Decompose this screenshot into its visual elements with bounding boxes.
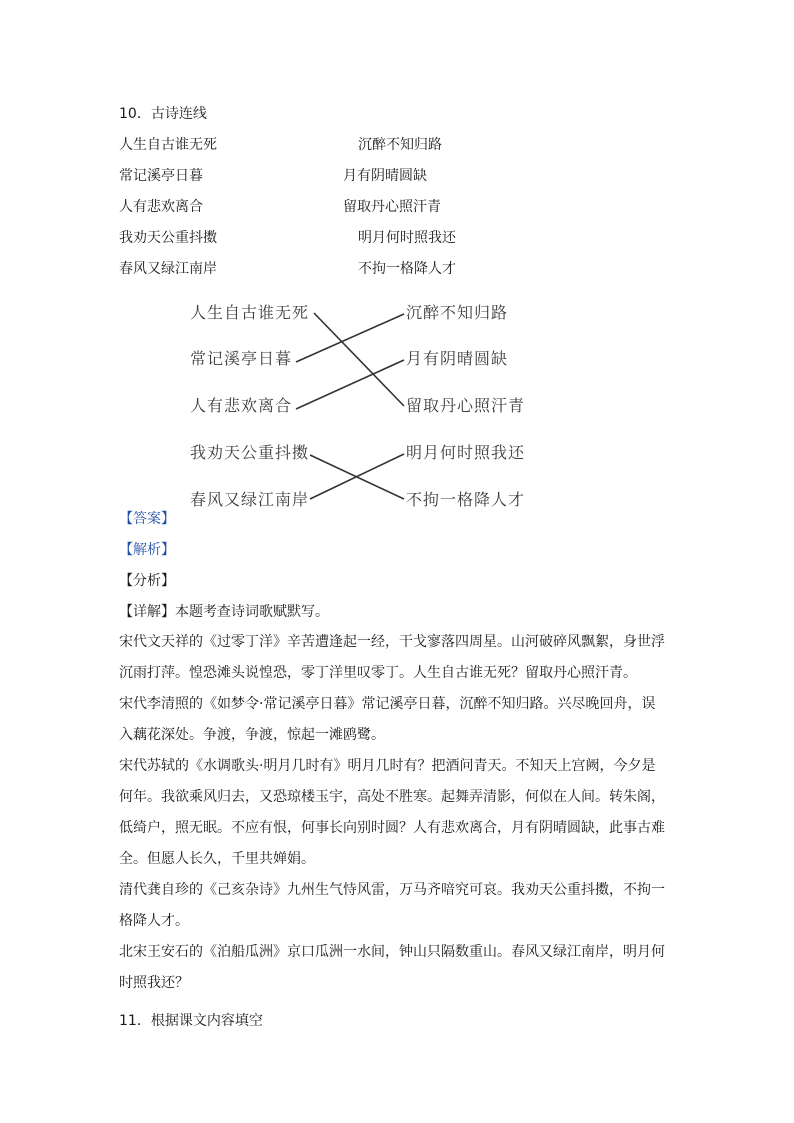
match-right-item: 沉醉不知归路 — [358, 137, 442, 153]
match-left-item: 人生自古谁无死 — [119, 137, 217, 153]
match-left-item: 人有悲欢离合 — [119, 199, 203, 215]
match-right-item: 明月何时照我还 — [358, 230, 456, 246]
diagram-right-item: 月有阴晴圆缺 — [406, 349, 509, 368]
diagram-left-item: 春风又绿江南岸 — [190, 490, 310, 509]
fenxi-tag: 【分析】 — [119, 573, 175, 589]
match-left-item: 我劝天公重抖擞 — [119, 230, 217, 246]
match-right-item: 不拘一格降人才 — [358, 261, 456, 277]
detail-heading — [119, 602, 329, 622]
analysis-tag: 【解析】 — [119, 542, 175, 558]
detail-line: 入藕花深处。争渡，争渡，惊起一滩鸥鹭。 — [119, 727, 385, 743]
detail-line: 全。但愿人长久，千里共婵娟。 — [119, 851, 315, 867]
detail-body — [119, 627, 679, 999]
connector-line — [296, 360, 404, 409]
diagram-left-item: 人有悲欢离合 — [190, 396, 293, 415]
match-left-item: 春风又绿江南岸 — [119, 261, 217, 277]
detail-line: 沉雨打萍。惶恐滩头说惶恐，零丁洋里叹零丁。人生自古谁无死？留取丹心照汗青。 — [119, 665, 637, 681]
connector-line — [296, 314, 404, 362]
detail-line: 北宋王安石的《泊船瓜洲》京口瓜洲一水间，钟山只隔数重山。春风又绿江南岸，明月何 — [119, 944, 665, 960]
match-left-item: 常记溪亭日暮 — [119, 168, 203, 184]
detail-line: 低绮户，照无眠。不应有恨，何事长向别时圆？人有悲欢离合，月有阴晴圆缺，此事古难 — [119, 820, 665, 836]
answer-tag: 【答案】 — [119, 511, 175, 527]
detail-intro: 本题考查诗词歌赋默写。 — [175, 604, 329, 620]
diagram-left-item: 我劝天公重抖擞 — [190, 443, 310, 462]
detail-line: 时照我还？ — [119, 975, 189, 991]
diagram-right-item: 明月何时照我还 — [406, 443, 526, 462]
detail-line: 何年。我欲乘风归去，又恐琼楼玉宇，高处不胜寒。起舞弄清影，何似在人间。转朱阁， — [119, 789, 665, 805]
diagram-right-item: 留取丹心照汗青 — [406, 396, 526, 415]
detail-line: 宋代苏轼的《水调歌头·明月几时有》明月几时有？把酒问青天。不知天上宫阙，今夕是 — [119, 758, 656, 774]
detail-tag: 【详解】 — [119, 604, 175, 620]
detail-line: 宋代李清照的《如梦令·常记溪亭日暮》常记溪亭日暮，沉醉不知归路。兴尽晚回舟，误 — [119, 696, 656, 712]
detail-line: 宋代文天祥的《过零丁洋》辛苦遭逢起一经，干戈寥落四周星。山河破碎风飘絮，身世浮 — [119, 634, 665, 650]
question-10-title: 10．古诗连线 — [119, 106, 207, 122]
matching-diagram — [180, 292, 540, 522]
detail-line: 格降人才。 — [119, 913, 189, 929]
diagram-left-item: 人生自古谁无死 — [190, 303, 310, 322]
connector-line — [314, 313, 404, 406]
match-right-item: 留取丹心照汗青 — [343, 199, 441, 215]
detail-line: 清代龚自珍的《己亥杂诗》九州生气恃风雷，万马齐喑究可哀。我劝天公重抖擞，不拘一 — [119, 882, 665, 898]
diagram-left-item: 常记溪亭日暮 — [190, 349, 293, 368]
match-right-item: 月有阴晴圆缺 — [343, 168, 427, 184]
diagram-right-item: 沉醉不知归路 — [406, 303, 509, 322]
diagram-right-item: 不拘一格降人才 — [406, 490, 526, 509]
question-11-title: 11．根据课文内容填空 — [119, 1013, 263, 1029]
